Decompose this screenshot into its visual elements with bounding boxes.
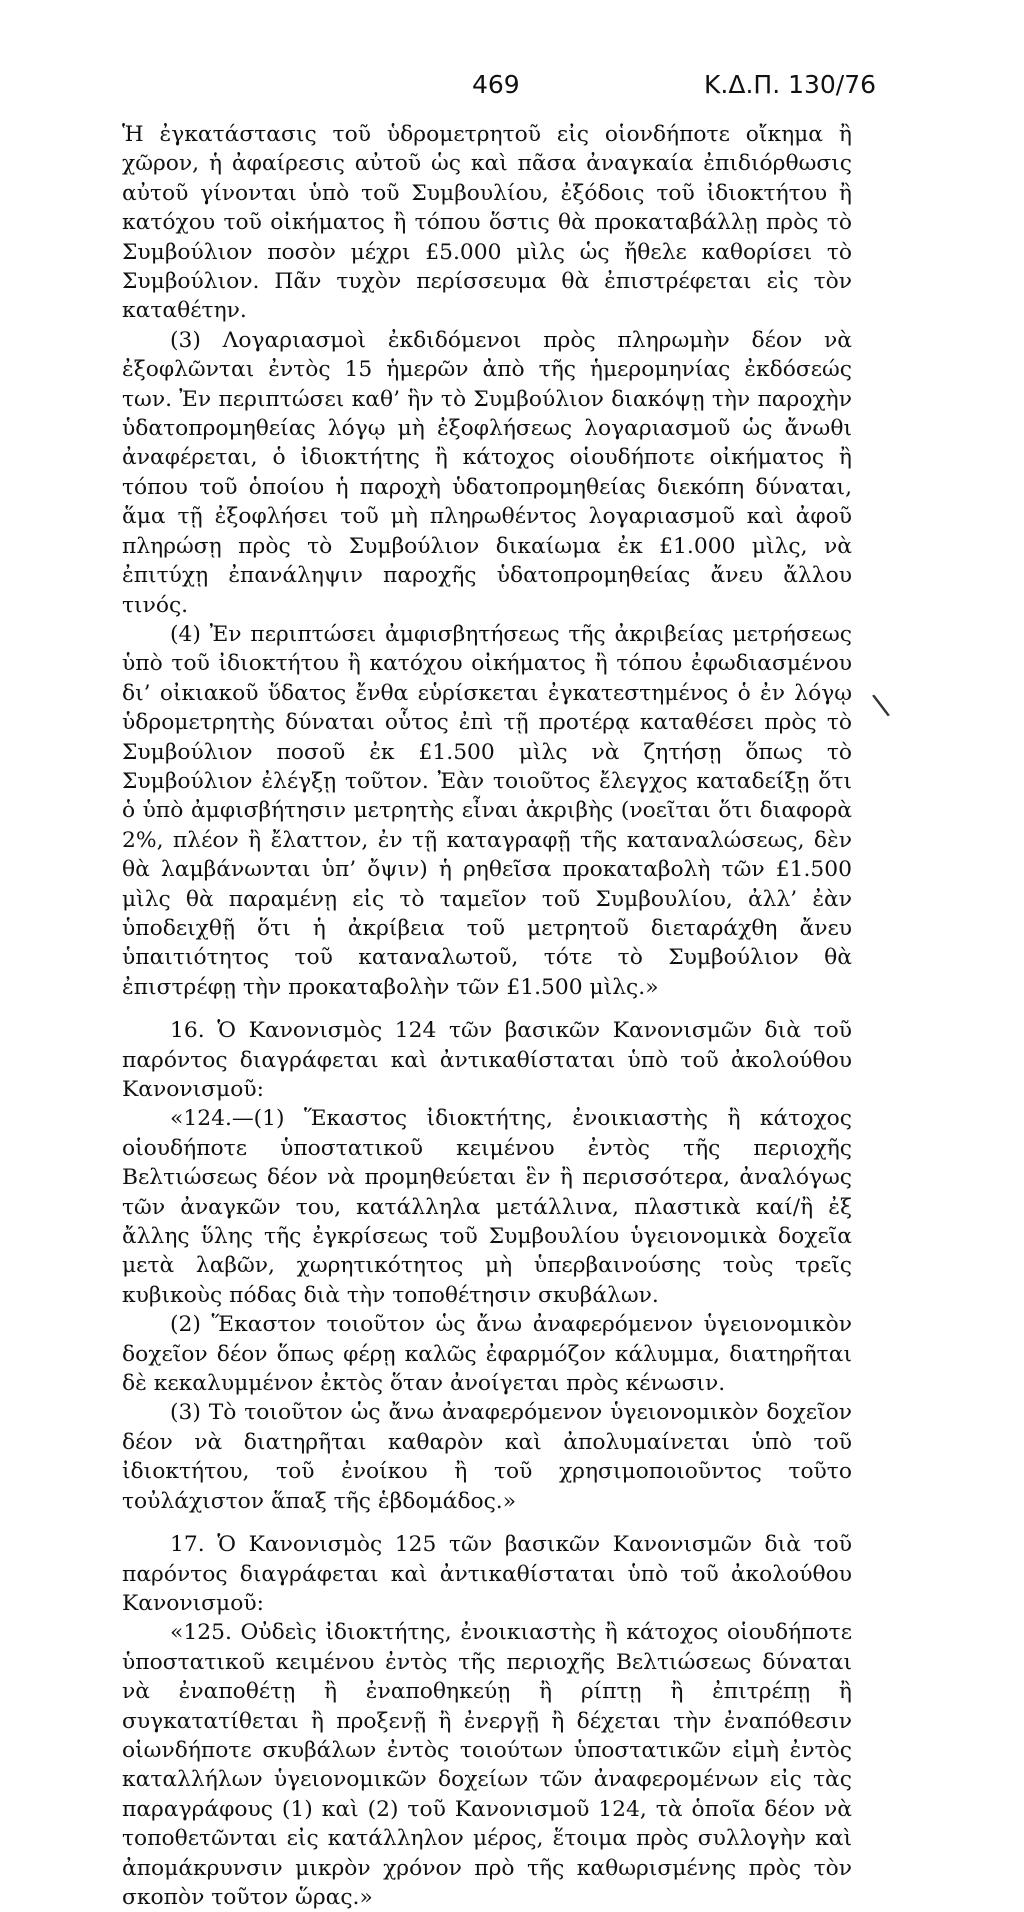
document-body [122,120,852,1912]
paragraph-subsection-3: (3) Λογαριασμοὶ ἐκδιδόμενοι πρὸς πληρωμὴν δέον νὰ ἐξοφλῶνται ἐντὸς 15 ἡμερῶν ἀπὸ τῆς ἡμερομηνίας ἐκδόσεώς των. Ἐν περιπτώσει καθ’ ἣν τὸ Συμβούλιον διακόψῃ τὴν παροχὴν ὑδατοπρομηθείας λόγῳ μὴ ἐξοφλήσεως λογαριασμοῦ ὡς ἄνωθι ἀναφέρεται, ὁ ἰδιοκτήτης ἢ κάτοχος οἱουδήποτε οἰκήματος ἢ τόπου τοῦ ὁποίου ἡ παροχὴ ὑδατοπρομηθείας διεκόπη δύναται, ἅμα τῇ ἐξοφλήσει τοῦ μὴ πληρωθέντος λογαριασμοῦ καὶ ἀφοῦ πληρώσῃ πρὸς τὸ Συμβούλιον δικαίωμα ἐκ £1.000 μὶλς, νὰ ἐπιτύχῃ ἐπανάληψιν παροχῆς ὑδατοπρομηθείας ἄνευ ἄλλου τινός. [122,327,852,618]
page-header [0,70,1024,110]
margin-mark: \ [870,687,892,724]
paragraph-subsection-4: (4) Ἐν περιπτώσει ἀμφισβητήσεως τῆς ἀκριβείας μετρήσεως ὑπὸ τοῦ ἰδιοκτήτου ἢ κατόχου οἰκήματος ἢ τόπου ἐφωδιασμένου δι’ οἰκιακοῦ ὕδατος ἔνθα εὑρίσκεται ἐγκατεστημένος ὁ ἐν λόγῳ ὑδρομετρητὴς δύναται οὗτος ἐπὶ τῇ προτέρᾳ καταθέσει πρὸς τὸ Συμβούλιον ποσοῦ ἐκ £1.500 μὶλς νὰ ζητήσῃ ὅπως τὸ Συμβούλιον ἐλέγξῃ τοῦτον. Ἐὰν τοιοῦτος ἔλεγχος καταδείξῃ ὅτι ὁ ὑπὸ ἀμφισβήτησιν μετρητὴς εἶναι ἀκριβὴς (νοεῖται ὅτι διαφορὰ 2%, πλέον ἢ ἔλαττον, ἐν τῇ καταγραφῇ τῆς καταναλώσεως, δὲν θὰ λαμβάνωνται ὑπ’ ὄψιν) ἡ ρηθεῖσα προκαταβολὴ τῶν £1.500 μὶλς θὰ παραμένῃ εἰς τὸ ταμεῖον τοῦ Συμβουλίου, ἀλλ’ ἐὰν ὑποδειχθῇ ὅτι ἡ ἀκρίβεια τοῦ μετρητοῦ διεταράχθη ἄνευ ὑπαιτιότητος τοῦ καταναλωτοῦ, τότε τὸ Συμβούλιον θὰ ἐπιστρέφῃ τὴν προκαταβολὴν τῶν £1.500 μὶλς.» [122,621,852,1000]
paragraph-continued: Ἡ ἐγκατάστασις τοῦ ὑδρομετρητοῦ εἰς οἱονδήποτε οἴκημα ἢ χῶρον, ἡ ἀφαίρεσις αὐτοῦ ὡς καὶ πᾶσα ἀναγκαία ἐπιδιόρθωσις αὐτοῦ γίνονται ὑπὸ τοῦ Συμβουλίου, ἐξόδοις τοῦ ἰδιοκτήτου ἢ κατόχου τοῦ οἰκήματος ἢ τόπου ὅστις θὰ προκαταβάλλῃ πρὸς τὸ Συμβούλιον ποσὸν μέχρι £5.000 μὶλς ὡς ἤθελε καθορίσει τὸ Συμβούλιον. Πᾶν τυχὸν περίσσευμα θὰ ἐπιστρέφεται εἰς τὸν καταθέτην. [122,122,852,324]
paragraph-section-16: 16. Ὁ Κανονισμὸς 124 τῶν βασικῶν Κανονισμῶν διὰ τοῦ παρόντος διαγράφεται καὶ ἀντικαθίσταται ὑπὸ τοῦ ἀκολούθου Κανονισμοῦ: [122,1018,852,1102]
page-number: 469 [472,70,520,99]
paragraph-regulation-124-1: «124.—(1) Ἕκαστος ἰδιοκτήτης, ἐνοικιαστὴς ἢ κάτοχος οἱουδήποτε ὑποστατικοῦ κειμένου ἐντὸς τῆς περιοχῆς Βελτιώσεως δέον νὰ προμηθεύεται ἓν ἢ περισσότερα, ἀναλόγως τῶν ἀναγκῶν του, κατάλληλα μετάλλινα, πλαστικὰ καί/ἢ ἐξ ἄλλης ὕλης τῆς ἐγκρίσεως τοῦ Συμβουλίου ὑγειονομικὰ δοχεῖα μετὰ λαβῶν, χωρητικότητος μὴ ὑπερβαινούσης τοὺς τρεῖς κυβικοὺς πόδας διὰ τὴν τοποθέτησιν σκυβάλων. [122,1106,852,1308]
paragraph-regulation-124-2: (2) Ἕκαστον τοιοῦτον ὡς ἄνω ἀναφερόμενον ὑγειονομικὸν δοχεῖον δέον ὅπως φέρῃ καλῶς ἐφαρμόζον κάλυμμα, διατηρῆται δὲ κεκαλυμμένον ἐκτὸς ὅταν ἀνοίγεται πρὸς κένωσιν. [122,1312,852,1397]
gazette-reference: Κ.Δ.Π. 130/76 [704,70,877,99]
paragraph-regulation-125: «125. Οὐδεὶς ἰδιοκτήτης, ἐνοικιαστὴς ἢ κάτοχος οἱουδήποτε ὑποστατικοῦ κειμένου ἐντὸς τῆς περιοχῆς Βελτιώσεως δύναται νὰ ἐναποθέτῃ ἢ ἐναποθηκεύῃ ἢ ρίπτῃ ἢ ἐπιτρέπῃ ἢ συγκατατίθεται ἢ προξενῇ ἢ ἐνεργῇ ἢ δέχεται τὴν ἐναπόθεσιν οἱωνδήποτε σκυβάλων ἐντὸς τοιούτων ὑποστατικῶν εἰμὴ ἐντὸς καταλλήλων ὑγειονομικῶν δοχείων τῶν ἀναφερομένων εἰς τὰς παραγράφους (1) καὶ (2) τοῦ Κανονισμοῦ 124, τὰ ὁποῖα δέον νὰ τοποθετῶνται εἰς κατάλληλον μέρος, ἕτοιμα πρὸς συλλογὴν καὶ ἀπομάκρυνσιν μικρὸν χρόνον πρὸ τῆς καθωρισμένης πρὸς τὸν σκοπὸν τοῦτον ὥρας.» [122,1620,852,1910]
paragraph-regulation-124-3: (3) Τὸ τοιοῦτον ὡς ἄνω ἀναφερόμενον ὑγειονομικὸν δοχεῖον δέον νὰ διατηρῆται καθαρὸν καὶ ἀπολυμαίνεται ὑπὸ τοῦ ἰδιοκτήτου, τοῦ ἐνοίκου ἢ τοῦ χρησιμοποιοῦντος τοῦτο τοὐλάχιστον ἅπαξ τῆς ἑβδομάδος.» [122,1400,852,1514]
paragraph-section-17: 17. Ὁ Κανονισμὸς 125 τῶν βασικῶν Κανονισμῶν διὰ τοῦ παρόντος διαγράφεται καὶ ἀντικαθίσταται ὑπὸ τοῦ ἀκολούθου Κανονισμοῦ: [122,1532,852,1616]
